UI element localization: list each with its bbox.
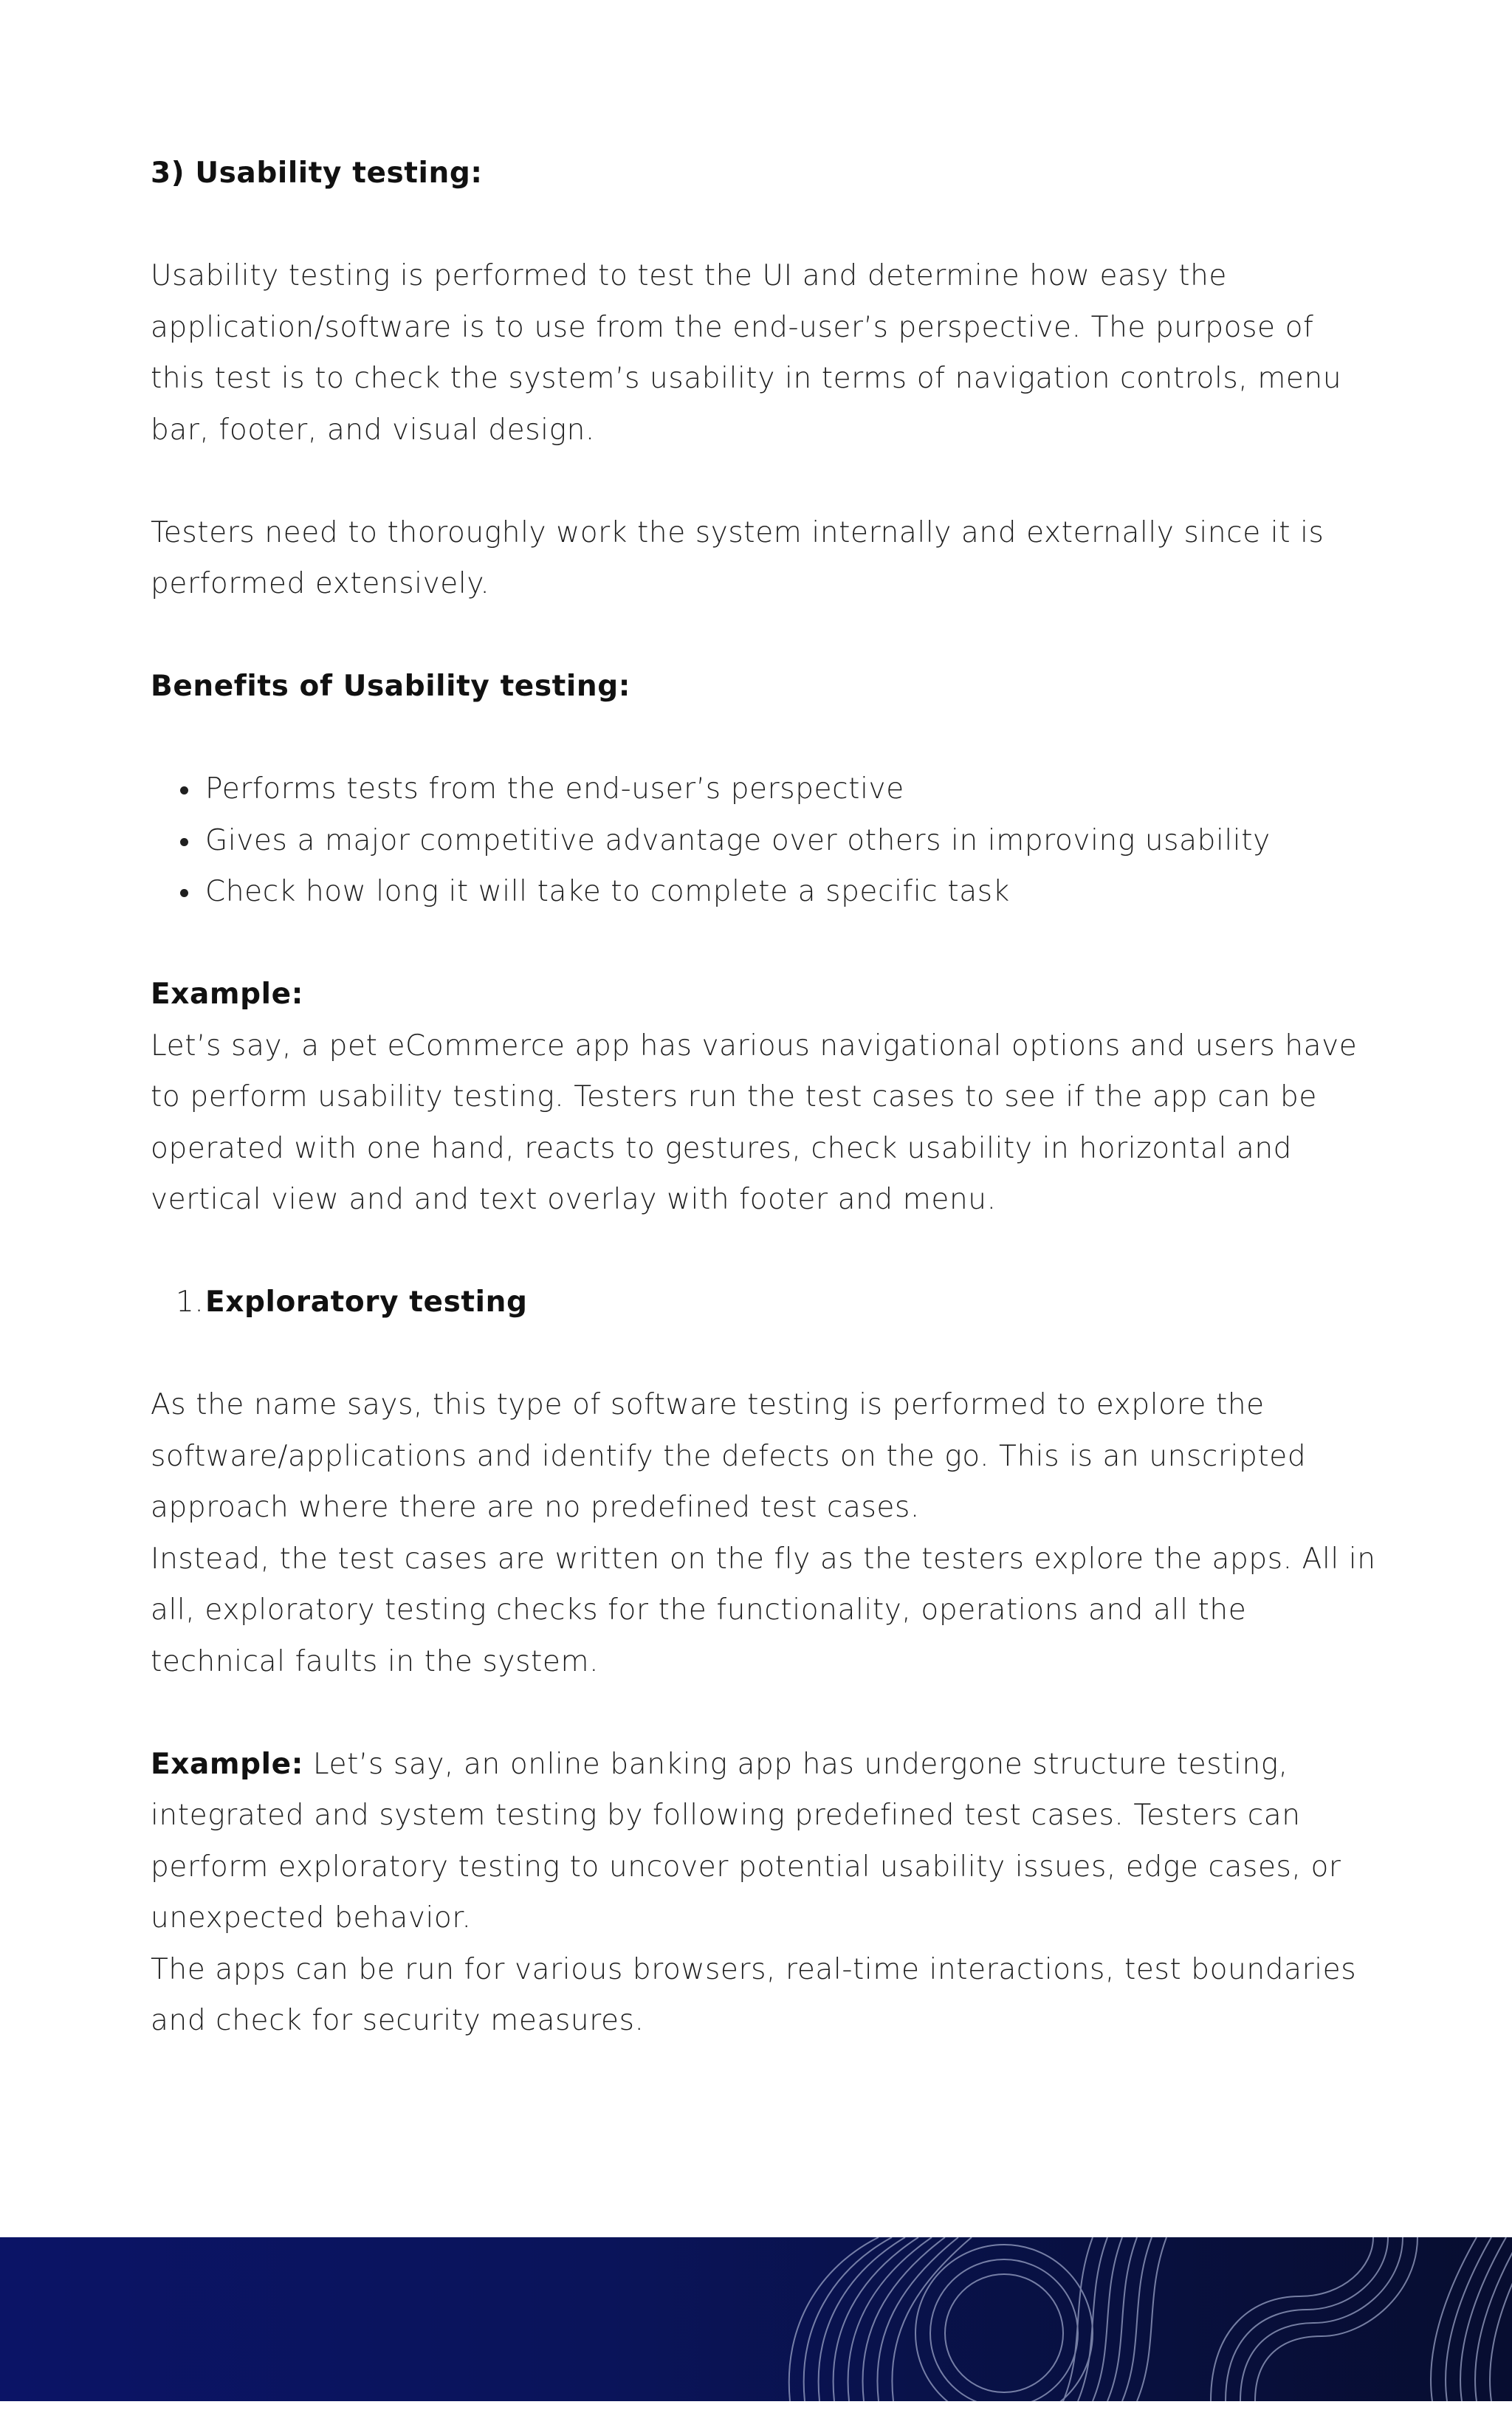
exploratory-example-line: unexpected behavior.	[151, 1901, 472, 1935]
exploratory-heading: Exploratory testing	[205, 1286, 528, 1319]
exploratory-para-line: software/applications and identify the defects on the go. This is an unscripted	[151, 1439, 1307, 1473]
usability-example-line: operated with one hand, reacts to gestures, check usability in horizontal and	[151, 1131, 1293, 1165]
benefits-list	[151, 763, 1361, 918]
bullet-icon	[180, 838, 188, 846]
benefits-heading: Benefits of Usability testing:	[151, 670, 630, 703]
exploratory-example-text: Let’s say, an online banking app has undergone structure testing,	[303, 1747, 1288, 1781]
bullet-icon	[180, 786, 188, 794]
list-item-text: Gives a major competitive advantage over others in improving usability	[205, 823, 1271, 857]
list-item	[151, 763, 1361, 815]
usability-example-line: Let’s say, a pet eCommerce app has various navigational options and users have	[151, 1029, 1358, 1063]
exploratory-para-line: Instead, the test cases are written on the fly as the testers explore the apps. All in	[151, 1542, 1376, 1576]
exploratory-para-line: all, exploratory testing checks for the functionality, operations and all the	[151, 1593, 1247, 1627]
list-item	[151, 815, 1361, 867]
wave-lines-decoration	[0, 2237, 1512, 2401]
exploratory-example-label: Example:	[151, 1747, 303, 1781]
bullet-icon	[180, 889, 188, 897]
usability-heading: 3) Usability testing:	[151, 157, 483, 190]
footer-banner	[0, 2237, 1512, 2401]
usability-para1-line: application/software is to use from the end-user’s perspective. The purpose of	[151, 310, 1314, 344]
usability-example-line: to perform usability testing. Testers run the test cases to see if the app can be	[151, 1080, 1317, 1113]
exploratory-para-line: technical faults in the system.	[151, 1644, 599, 1678]
usability-example-label: Example:	[151, 978, 303, 1011]
usability-para1-line: Usability testing is performed to test the UI and determine how easy the	[151, 259, 1227, 292]
exploratory-list	[151, 1277, 1361, 1328]
exploratory-example-line: and check for security measures.	[151, 2004, 645, 2037]
usability-para2-line: Testers need to thoroughly work the system internally and externally since it is	[151, 515, 1324, 549]
usability-para1-line: this test is to check the system’s usability in terms of navigation controls, menu	[151, 362, 1342, 395]
list-item-text: Performs tests from the end-user’s perspective	[205, 772, 904, 806]
exploratory-para-line: As the name says, this type of software testing is performed to explore the	[151, 1388, 1265, 1421]
list-item-text: Check how long it will take to complete a specific task	[205, 875, 1010, 908]
exploratory-example-line: The apps can be run for various browsers, real-time interactions, test boundaries	[151, 1952, 1357, 1986]
exploratory-example-first-line	[151, 1739, 1361, 1791]
list-item	[151, 1277, 1361, 1328]
usability-para2-line: performed extensively.	[151, 567, 490, 600]
document-page	[151, 148, 1376, 2047]
list-number: 1.	[176, 1286, 205, 1319]
list-item	[151, 866, 1361, 918]
exploratory-example-line: perform exploratory testing to uncover potential usability issues, edge cases, or	[151, 1850, 1341, 1884]
exploratory-example-line: integrated and system testing by following predefined test cases. Testers can	[151, 1799, 1301, 1832]
exploratory-para-line: approach where there are no predefined test cases.	[151, 1491, 920, 1524]
usability-example-line: vertical view and and text overlay with footer and menu.	[151, 1183, 997, 1216]
usability-para1-line: bar, footer, and visual design.	[151, 413, 595, 447]
